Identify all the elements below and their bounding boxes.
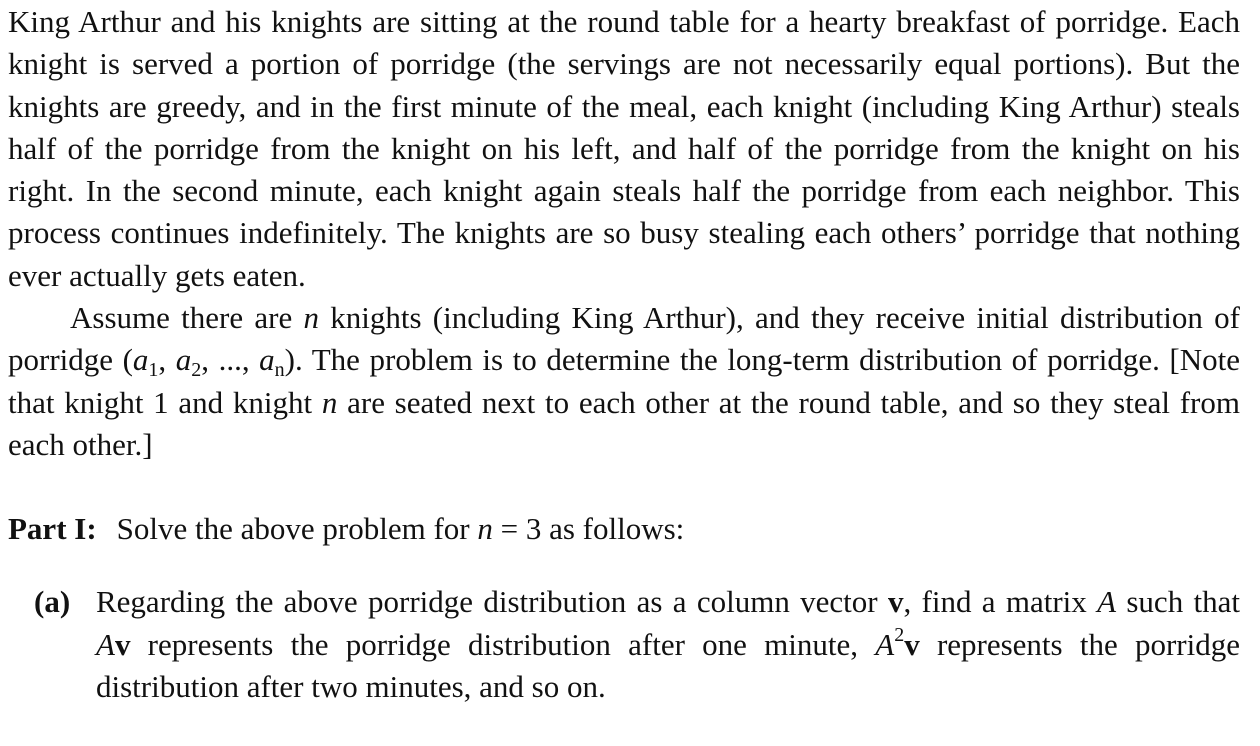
text-segment: represents the porridge distribution after two minutes, and so on. xyxy=(96,626,1240,704)
math-vector-v: v xyxy=(887,584,904,619)
math-matrix-a: A xyxy=(96,626,115,662)
subscript: 1 xyxy=(148,359,159,382)
text-segment: , find a matrix xyxy=(903,584,1098,619)
text-segment: ). The problem is to determine the long-term distribution of porridge. [Note that knight 1 and knight xyxy=(8,342,1240,420)
math-n: n xyxy=(321,384,338,420)
problem-text xyxy=(8,0,1241,704)
intro-paragraph: King Arthur and his knights are sitting at the round table for a hearty breakfast of porridge. Each knight is served a portion of porridge (the servings are not necessarily equal portions). But the knights are greedy, and in the first minute of the meal, each knight (including King Arthur) steals half of the porridge from the knight on his left, and half of the porridge from the knight on his right. In the second minute, each knight again steals half the porridge from each neighbor. This process continues indefinitely. The knights are so busy stealing each others’ porridge that nothing ever actually gets eaten. xyxy=(8,4,1240,293)
text-segment: Solve the above problem for xyxy=(116,511,478,546)
math-vector-v: v xyxy=(904,626,920,662)
text-segment: = 3 as follows: xyxy=(492,511,685,546)
text-segment: , ..., xyxy=(201,342,260,378)
text-segment: , xyxy=(158,342,176,378)
item-label: (a) xyxy=(34,584,71,619)
text-segment: such that xyxy=(1116,584,1241,619)
math-matrix-a: A xyxy=(875,626,895,662)
math-n: n xyxy=(303,300,319,336)
assumption-paragraph xyxy=(8,297,1240,466)
part-label: Part I: xyxy=(8,511,97,546)
item-text xyxy=(96,581,1240,709)
subscript-n: n xyxy=(274,359,285,382)
math-vector-v: v xyxy=(114,626,131,662)
text-segment: Assume there are xyxy=(70,300,304,336)
math-a: a xyxy=(132,342,149,378)
text-segment: are seated next to each other at the round table, and so they steal from each other.] xyxy=(8,384,1240,462)
math-n: n xyxy=(477,511,493,546)
text-segment: represents the porridge distribution after one minute, xyxy=(130,626,876,662)
math-a: a xyxy=(175,342,192,378)
part-heading xyxy=(8,508,684,550)
math-a: a xyxy=(259,342,275,378)
text-segment: Regarding the above porridge distribution as a column vector xyxy=(96,584,888,619)
superscript: 2 xyxy=(894,623,905,646)
math-matrix-a: A xyxy=(1097,584,1117,619)
item-a xyxy=(34,581,1240,709)
subscript: 2 xyxy=(191,359,202,382)
text-segment: knights (including King Arthur), and they receive initial distribution of porridge ( xyxy=(8,300,1240,378)
